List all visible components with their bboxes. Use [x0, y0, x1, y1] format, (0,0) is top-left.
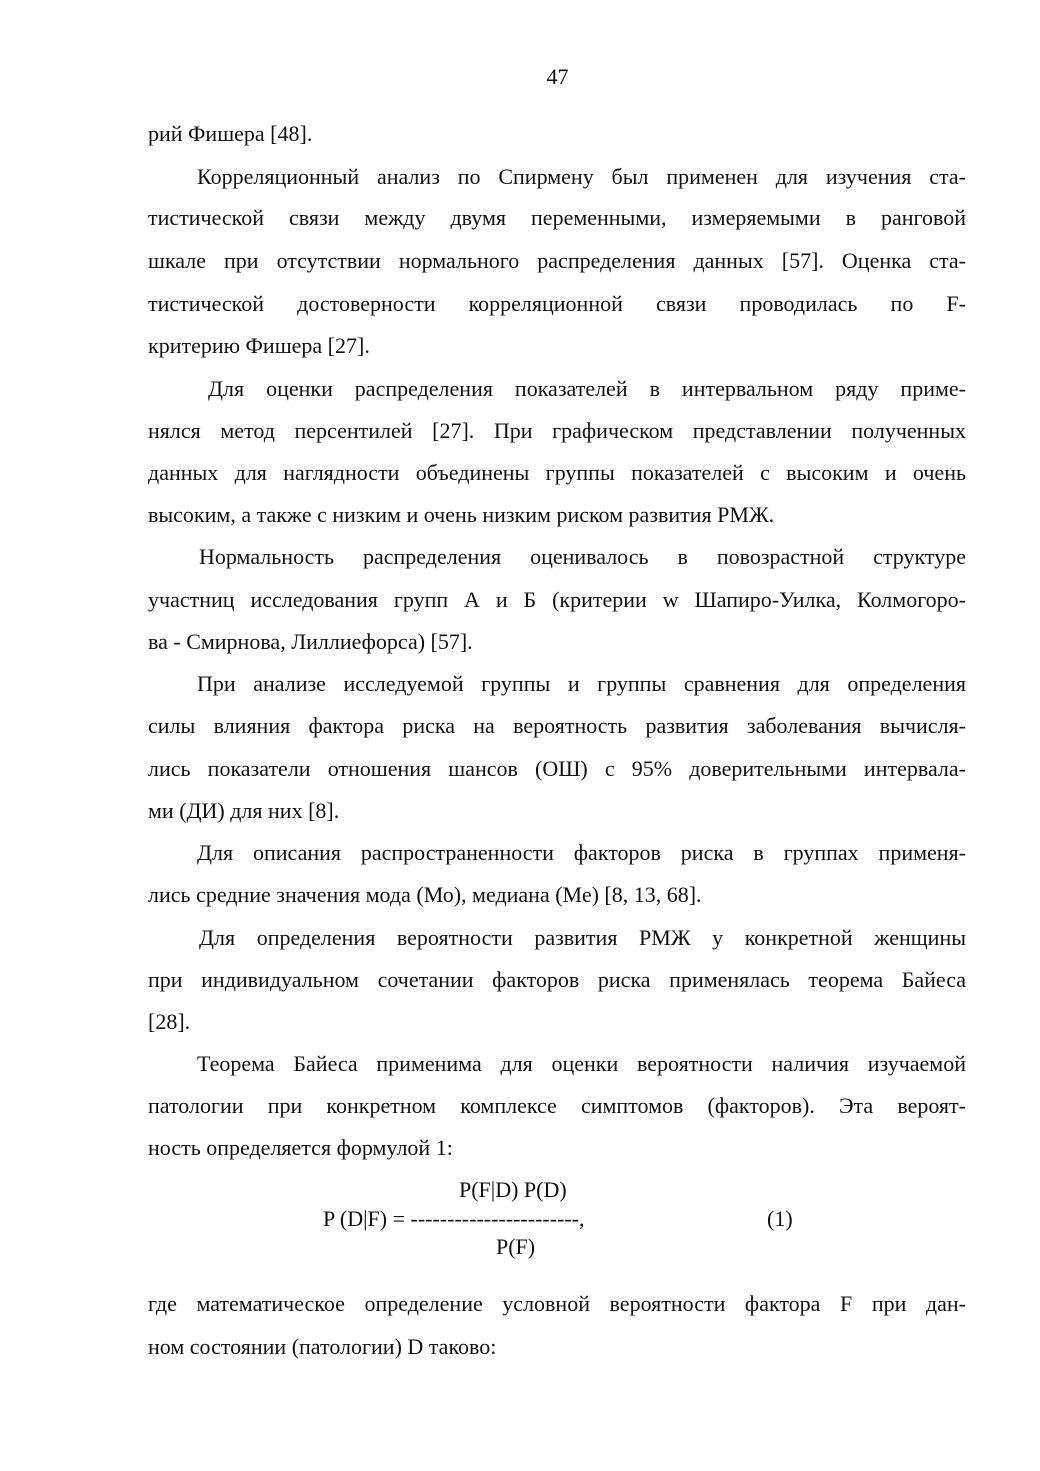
- text-line: где математическое определение условной вероятности фактора F при дан-: [148, 1291, 966, 1316]
- text-line: критерию Фишера [27].: [148, 333, 370, 358]
- text-line: Корреляционный анализ по Спирмену был применен для изучения ста-: [197, 164, 966, 189]
- text-line: тистической достоверности корреляционной связи проводилась по F-: [148, 291, 966, 316]
- page-number: 47: [546, 64, 569, 89]
- text-line: при индивидуальном сочетании факторов риска применялась теорема Байеса: [148, 967, 966, 992]
- formula-left: P (D|F) = -----------------------,: [323, 1206, 585, 1231]
- text-line: лись средние значения мода (Мо), медиана (Ме) [8, 13, 68].: [148, 882, 702, 907]
- text-line: тистической связи между двумя переменными, измеряемыми в ранговой: [148, 205, 966, 230]
- text-line: нялся метод персентилей [27]. При графическом представлении полученных: [148, 418, 966, 443]
- text-line: патологии при конкретном комплексе симптомов (факторов). Эта вероят-: [148, 1093, 966, 1118]
- text-line: ность определяется формулой 1:: [148, 1135, 453, 1160]
- text-line: данных для наглядности объединены группы показателей с высоким и очень: [148, 460, 966, 485]
- text-line: ва - Смирнова, Лиллиефорса) [57].: [148, 629, 473, 654]
- text-line: При анализе исследуемой группы и группы сравнения для определения: [197, 671, 966, 696]
- text-line: лись показатели отношения шансов (ОШ) с 95% доверительными интервала-: [148, 756, 966, 781]
- formula-denominator: P(F): [496, 1234, 536, 1259]
- text-line: силы влияния фактора риска на вероятность развития заболевания вычисля-: [148, 713, 966, 738]
- text-line: Теорема Байеса применима для оценки вероятности наличия изучаемой: [197, 1051, 966, 1076]
- text-line: ном состоянии (патологии) D таково:: [148, 1334, 497, 1359]
- text-line: Для оценки распределения показателей в интервальном ряду приме-: [208, 376, 966, 401]
- text-line: участниц исследования групп А и Б (критерии w Шапиро-Уилка, Колмогоро-: [148, 587, 966, 612]
- formula-number: (1): [767, 1206, 793, 1231]
- text-line: Нормальность распределения оценивалось в повозрастной структуре: [199, 544, 966, 569]
- text-line: Для определения вероятности развития РМЖ у конкретной женщины: [199, 925, 966, 950]
- text-line: [28].: [148, 1009, 191, 1034]
- text-line: высоким, а также с низким и очень низким риском развития РМЖ.: [148, 502, 775, 527]
- text-line: рий Фишера [48].: [148, 121, 313, 146]
- text-line: шкале при отсутствии нормального распределения данных [57]. Оценка ста-: [148, 248, 966, 273]
- text-line: ми (ДИ) для них [8].: [148, 798, 340, 823]
- formula-numerator: P(F|D) P(D): [459, 1177, 567, 1202]
- text-line: Для описания распространенности факторов риска в группах применя-: [197, 840, 966, 865]
